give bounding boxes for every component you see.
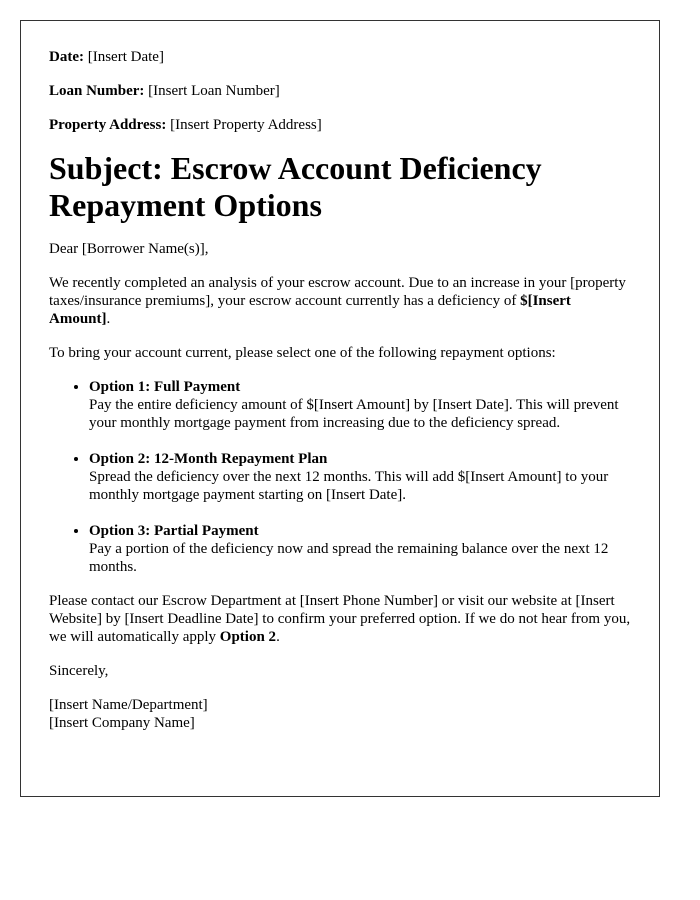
deficiency-amount: $[Insert Amount]	[49, 293, 571, 327]
salutation: Dear [Borrower Name(s)],	[49, 241, 209, 257]
option-text: Spread the deficiency over the next 12 months. This will add $[Insert Amount] to your monthly mortgage payment starting on [Insert Date].	[89, 469, 609, 503]
option-title: Option 2: 12-Month Repayment Plan	[89, 451, 328, 467]
option-text: Pay the entire deficiency amount of $[Insert Amount] by [Insert Date]. This will prevent your monthly mortgage payment from increasing due to the deficiency spread.	[89, 397, 619, 431]
default-option: Option 2	[219, 629, 277, 645]
signature-block	[49, 696, 631, 732]
option-title: Option 1: Full Payment	[89, 379, 241, 395]
date-line	[49, 48, 631, 66]
option-text: Pay a portion of the deficiency now and spread the remaining balance over the next 12 months.	[89, 541, 609, 575]
option-item	[89, 378, 631, 432]
property-address-value: [Insert Property Address]	[170, 117, 322, 133]
loan-number-line	[49, 82, 631, 100]
contact-text: Please contact our Escrow Department at [Insert Phone Number] or visit our website at [Insert Website] by [Insert Deadline Date] to confirm your preferred option. If we do not hear from you, we will automatically apply	[49, 593, 631, 645]
signature-name: [Insert Name/Department]	[49, 697, 208, 713]
closing: Sincerely,	[49, 663, 109, 679]
intro-text: We recently completed an analysis of your escrow account. Due to an increase in your [property taxes/insurance premiums], your escrow account currently has a deficiency of	[49, 275, 626, 309]
contact-end: .	[276, 629, 280, 645]
date-label: Date:	[49, 49, 84, 65]
contact-paragraph	[49, 592, 631, 646]
date-value: [Insert Date]	[87, 49, 164, 65]
options-intro: To bring your account current, please select one of the following repayment options:	[49, 345, 556, 361]
intro-paragraph	[49, 274, 631, 328]
loan-number-label: Loan Number:	[49, 83, 145, 99]
property-address-line	[49, 116, 631, 134]
options-list	[49, 378, 631, 576]
option-item	[89, 450, 631, 504]
loan-number-value: [Insert Loan Number]	[148, 83, 280, 99]
signature-company: [Insert Company Name]	[49, 715, 195, 731]
option-item	[89, 522, 631, 576]
property-address-label: Property Address:	[49, 117, 167, 133]
subject-heading: Subject: Escrow Account Deficiency Repayment Options	[49, 150, 542, 223]
letter-document	[20, 20, 660, 797]
option-title: Option 3: Partial Payment	[89, 523, 259, 539]
intro-end: .	[106, 311, 111, 327]
